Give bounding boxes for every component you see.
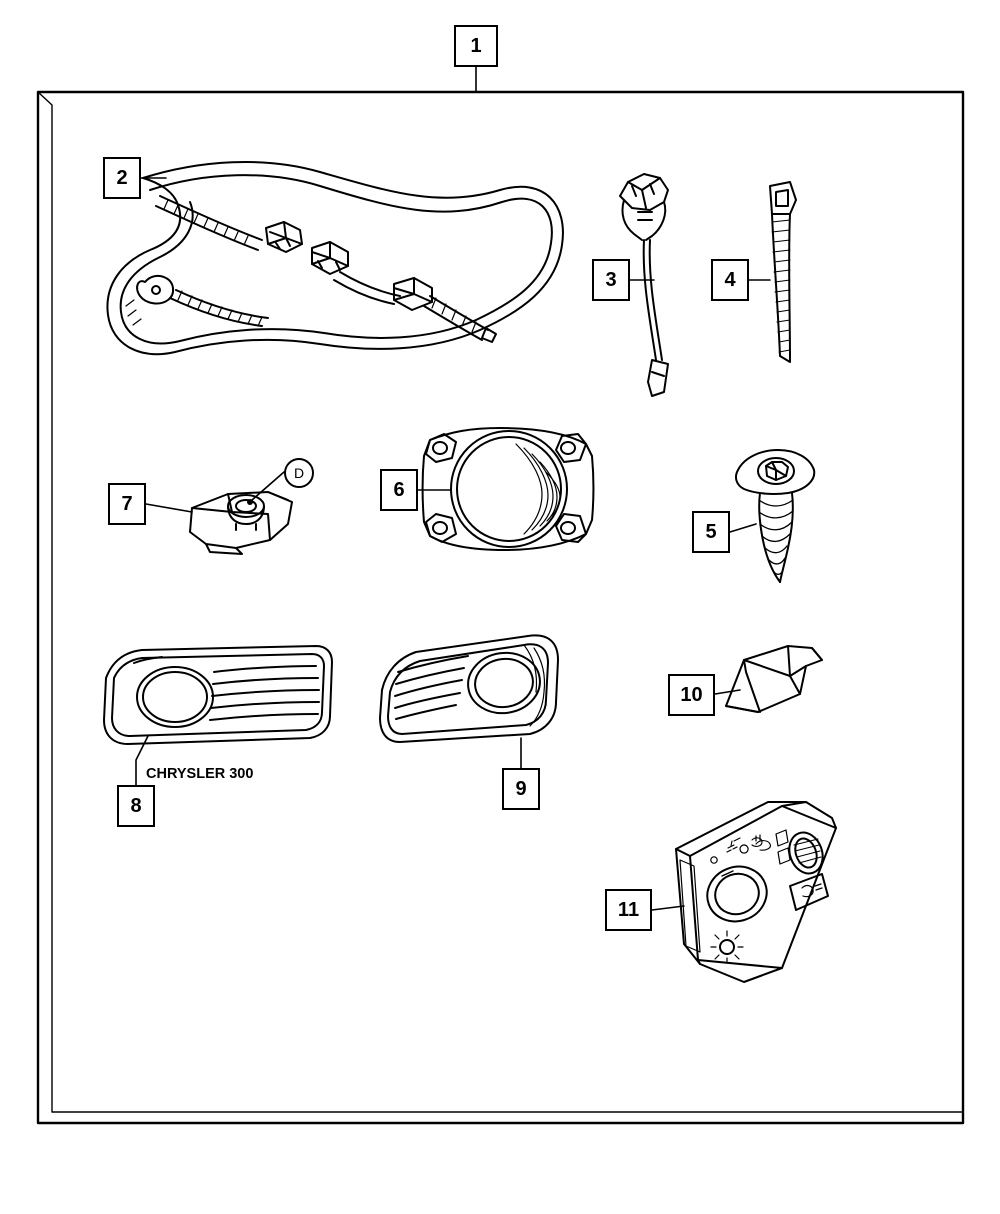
bezel-right-shape [380,635,558,742]
fog-lamp-shape [423,428,594,550]
wiring-harness-shape [107,162,562,354]
bracket-shape [726,646,822,712]
callout-4[interactable]: 4 [711,259,749,301]
chrysler-300-label: CHRYSLER 300 [146,766,254,782]
callout-9[interactable]: 9 [502,768,540,810]
callout-2[interactable]: 2 [103,157,141,199]
callout-10[interactable]: 10 [668,674,715,716]
callout-7[interactable]: 7 [108,483,146,525]
d-reference-circle: D [284,458,314,488]
headlamp-switch-shape [676,802,836,982]
bezel-left-shape [104,646,332,744]
callout-5[interactable]: 5 [692,511,730,553]
callout-6[interactable]: 6 [380,469,418,511]
callout-8[interactable]: 8 [117,785,155,827]
cable-tie-shape [770,182,796,362]
callout-11[interactable]: 11 [605,889,652,931]
screw-shape [736,450,814,582]
callout-3[interactable]: 3 [592,259,630,301]
retainer-clip-shape [190,492,292,554]
callout-1[interactable]: 1 [454,25,498,67]
